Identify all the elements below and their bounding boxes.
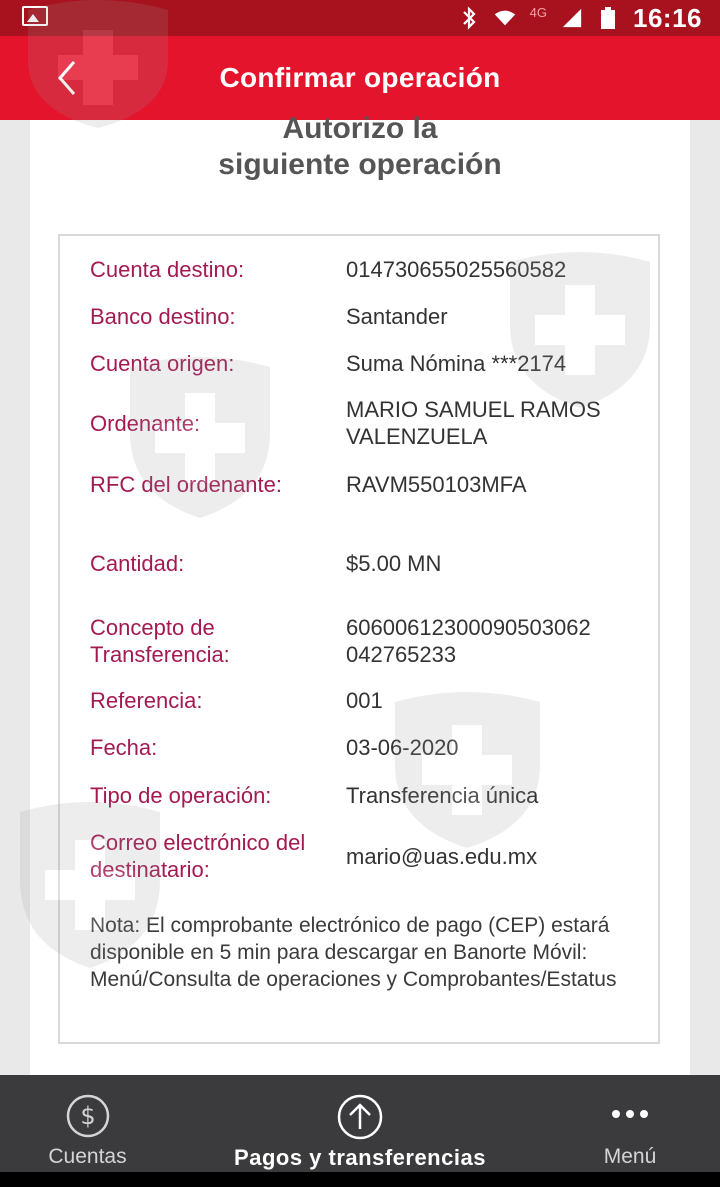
detail-value: 014730655025560582 <box>346 257 567 282</box>
detail-label: Cantidad: <box>90 551 185 576</box>
detail-value: Transferencia única <box>346 783 539 808</box>
detail-value: 60600612300090503062 042765233 <box>346 615 591 667</box>
detail-label: Ordenante: <box>90 411 201 436</box>
detail-value: $5.00 MN <box>346 551 442 576</box>
detail-label: Correo electrónico del destinatario: <box>90 830 306 882</box>
detail-label: RFC del ordenante: <box>90 472 282 497</box>
detail-value: MARIO SAMUEL RAMOS VALENZUELA <box>346 397 601 449</box>
svg-text:$: $ <box>79 1102 96 1130</box>
nav-label-menu: Menú <box>603 1145 657 1168</box>
page-title: Confirmar operación <box>219 62 501 93</box>
detail-value: Santander <box>346 304 448 329</box>
wifi-icon <box>494 7 516 29</box>
confirmation-card <box>30 112 690 1075</box>
detail-label: Fecha: <box>90 735 158 760</box>
detail-value: Suma Nómina ***2174 <box>346 351 567 376</box>
detail-value: RAVM550103MFA <box>346 472 527 497</box>
detail-label: Referencia: <box>90 688 203 713</box>
nav-item-cuentas[interactable] <box>20 1075 155 1172</box>
nav-label-cuentas: Cuentas <box>48 1145 127 1168</box>
network-type-label: 4G <box>529 4 547 20</box>
app-header <box>0 36 720 120</box>
card-heading-line2: siguiente operación <box>218 148 502 181</box>
cep-note: Nota: El comprobante electrónico de pago (CEP) estará disponible en 5 min para descargar en Banorte Móvil: Menú/Consulta de operaciones y Comprobantes/Estatus <box>90 914 617 991</box>
more-dots-icon <box>607 1107 653 1121</box>
arrow-up-circle-icon <box>336 1093 384 1141</box>
battery-icon <box>597 7 619 29</box>
nav-label-pagos: Pagos y transferencias <box>234 1145 486 1170</box>
detail-value: mario@uas.edu.mx <box>346 844 538 869</box>
system-navigation-bar <box>0 1172 720 1187</box>
clock-time: 16:16 <box>633 2 702 33</box>
bottom-navigation <box>0 1075 720 1172</box>
detail-value: 03-06-2020 <box>346 735 459 760</box>
nav-item-menu[interactable] <box>570 1075 690 1172</box>
detail-label: Concepto de Transferencia: <box>90 615 230 667</box>
detail-value: 001 <box>346 688 383 713</box>
card-heading-line1-text: Autorizo la <box>282 112 438 138</box>
detail-label: Cuenta destino: <box>90 257 245 282</box>
signal-icon <box>561 7 583 29</box>
detail-label: Cuenta origen: <box>90 351 235 376</box>
detail-label: Tipo de operación: <box>90 783 272 808</box>
operation-details <box>58 234 660 1044</box>
dollar-circle-icon <box>65 1093 111 1139</box>
bluetooth-icon <box>458 7 480 29</box>
detail-label: Banco destino: <box>90 304 236 329</box>
gallery-notification-icon <box>22 6 48 26</box>
status-bar <box>0 0 720 36</box>
nav-item-pagos-transferencias[interactable] <box>210 1075 510 1172</box>
card-heading-line1 <box>30 112 690 138</box>
